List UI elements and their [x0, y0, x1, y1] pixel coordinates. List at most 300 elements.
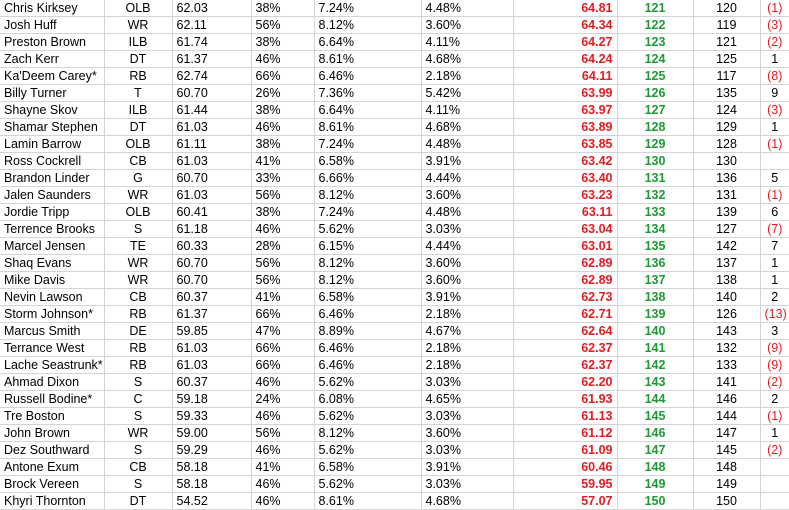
base-value-cell[interactable]: 61.03 [172, 119, 251, 136]
percent-cell[interactable]: 38% [251, 204, 314, 221]
player-name-cell[interactable]: Marcus Smith [0, 323, 104, 340]
rank-change-cell[interactable]: (1) [760, 0, 789, 17]
score-cell[interactable]: 62.89 [513, 255, 617, 272]
rank-cell[interactable]: 133 [617, 204, 693, 221]
base-value-cell[interactable]: 60.70 [172, 85, 251, 102]
rate-two-cell[interactable]: 3.60% [421, 272, 513, 289]
rank-change-cell[interactable]: (1) [760, 187, 789, 204]
score-cell[interactable]: 62.37 [513, 340, 617, 357]
player-name-cell[interactable]: Storm Johnson* [0, 306, 104, 323]
player-name-cell[interactable]: Antone Exum [0, 459, 104, 476]
rank-change-cell[interactable]: (3) [760, 17, 789, 34]
base-value-cell[interactable]: 62.74 [172, 68, 251, 85]
rate-two-cell[interactable]: 3.91% [421, 153, 513, 170]
rank-cell[interactable]: 141 [617, 340, 693, 357]
position-cell[interactable]: S [104, 408, 172, 425]
previous-rank-cell[interactable]: 147 [693, 425, 760, 442]
percent-cell[interactable]: 66% [251, 340, 314, 357]
score-cell[interactable]: 57.07 [513, 493, 617, 510]
rank-change-cell[interactable] [760, 459, 789, 476]
base-value-cell[interactable]: 58.18 [172, 476, 251, 493]
rate-two-cell[interactable]: 4.11% [421, 102, 513, 119]
player-name-cell[interactable]: Terrance West [0, 340, 104, 357]
player-name-cell[interactable]: Josh Huff [0, 17, 104, 34]
percent-cell[interactable]: 41% [251, 459, 314, 476]
percent-cell[interactable]: 56% [251, 272, 314, 289]
rate-two-cell[interactable]: 3.60% [421, 425, 513, 442]
rate-one-cell[interactable]: 8.89% [314, 323, 421, 340]
position-cell[interactable]: WR [104, 425, 172, 442]
previous-rank-cell[interactable]: 142 [693, 238, 760, 255]
player-name-cell[interactable]: Shayne Skov [0, 102, 104, 119]
rate-one-cell[interactable]: 6.46% [314, 340, 421, 357]
previous-rank-cell[interactable]: 137 [693, 255, 760, 272]
percent-cell[interactable]: 46% [251, 408, 314, 425]
rank-cell[interactable]: 146 [617, 425, 693, 442]
position-cell[interactable]: CB [104, 153, 172, 170]
score-cell[interactable]: 62.37 [513, 357, 617, 374]
score-cell[interactable]: 64.11 [513, 68, 617, 85]
position-cell[interactable]: CB [104, 459, 172, 476]
rate-two-cell[interactable]: 3.03% [421, 442, 513, 459]
base-value-cell[interactable]: 59.85 [172, 323, 251, 340]
rank-change-cell[interactable] [760, 476, 789, 493]
percent-cell[interactable]: 28% [251, 238, 314, 255]
position-cell[interactable]: DT [104, 119, 172, 136]
percent-cell[interactable]: 56% [251, 187, 314, 204]
previous-rank-cell[interactable]: 145 [693, 442, 760, 459]
score-cell[interactable]: 63.85 [513, 136, 617, 153]
rank-cell[interactable]: 135 [617, 238, 693, 255]
base-value-cell[interactable]: 61.44 [172, 102, 251, 119]
rate-two-cell[interactable]: 3.91% [421, 289, 513, 306]
position-cell[interactable]: S [104, 374, 172, 391]
rank-change-cell[interactable]: 1 [760, 51, 789, 68]
previous-rank-cell[interactable]: 126 [693, 306, 760, 323]
rate-one-cell[interactable]: 6.46% [314, 306, 421, 323]
score-cell[interactable]: 62.73 [513, 289, 617, 306]
percent-cell[interactable]: 46% [251, 51, 314, 68]
percent-cell[interactable]: 56% [251, 255, 314, 272]
previous-rank-cell[interactable]: 133 [693, 357, 760, 374]
previous-rank-cell[interactable]: 144 [693, 408, 760, 425]
player-name-cell[interactable]: Ka'Deem Carey* [0, 68, 104, 85]
rate-two-cell[interactable]: 3.03% [421, 408, 513, 425]
score-cell[interactable]: 60.46 [513, 459, 617, 476]
rate-one-cell[interactable]: 6.15% [314, 238, 421, 255]
rate-two-cell[interactable]: 2.18% [421, 68, 513, 85]
rank-change-cell[interactable]: 1 [760, 119, 789, 136]
rate-two-cell[interactable]: 4.48% [421, 204, 513, 221]
player-name-cell[interactable]: Shaq Evans [0, 255, 104, 272]
score-cell[interactable]: 64.24 [513, 51, 617, 68]
percent-cell[interactable]: 38% [251, 102, 314, 119]
rate-two-cell[interactable]: 4.67% [421, 323, 513, 340]
player-name-cell[interactable]: Preston Brown [0, 34, 104, 51]
rate-two-cell[interactable]: 3.60% [421, 17, 513, 34]
score-cell[interactable]: 64.27 [513, 34, 617, 51]
rate-two-cell[interactable]: 3.91% [421, 459, 513, 476]
position-cell[interactable]: RB [104, 68, 172, 85]
base-value-cell[interactable]: 62.11 [172, 17, 251, 34]
rank-change-cell[interactable]: (1) [760, 408, 789, 425]
base-value-cell[interactable]: 60.70 [172, 170, 251, 187]
base-value-cell[interactable]: 61.37 [172, 51, 251, 68]
rate-one-cell[interactable]: 8.12% [314, 187, 421, 204]
previous-rank-cell[interactable]: 121 [693, 34, 760, 51]
base-value-cell[interactable]: 61.37 [172, 306, 251, 323]
previous-rank-cell[interactable]: 124 [693, 102, 760, 119]
base-value-cell[interactable]: 61.03 [172, 153, 251, 170]
previous-rank-cell[interactable]: 149 [693, 476, 760, 493]
rank-cell[interactable]: 121 [617, 0, 693, 17]
rank-change-cell[interactable] [760, 153, 789, 170]
rank-change-cell[interactable] [760, 493, 789, 510]
percent-cell[interactable]: 24% [251, 391, 314, 408]
previous-rank-cell[interactable]: 150 [693, 493, 760, 510]
percent-cell[interactable]: 33% [251, 170, 314, 187]
score-cell[interactable]: 63.11 [513, 204, 617, 221]
rate-one-cell[interactable]: 5.62% [314, 221, 421, 238]
rank-change-cell[interactable]: (2) [760, 34, 789, 51]
base-value-cell[interactable]: 54.52 [172, 493, 251, 510]
previous-rank-cell[interactable]: 148 [693, 459, 760, 476]
player-name-cell[interactable]: Ross Cockrell [0, 153, 104, 170]
rate-one-cell[interactable]: 8.61% [314, 119, 421, 136]
base-value-cell[interactable]: 60.70 [172, 272, 251, 289]
score-cell[interactable]: 61.12 [513, 425, 617, 442]
player-name-cell[interactable]: Lache Seastrunk* [0, 357, 104, 374]
previous-rank-cell[interactable]: 135 [693, 85, 760, 102]
rate-one-cell[interactable]: 7.24% [314, 136, 421, 153]
player-name-cell[interactable]: Dez Southward [0, 442, 104, 459]
position-cell[interactable]: WR [104, 187, 172, 204]
percent-cell[interactable]: 56% [251, 17, 314, 34]
percent-cell[interactable]: 38% [251, 136, 314, 153]
rank-cell[interactable]: 134 [617, 221, 693, 238]
rate-one-cell[interactable]: 8.12% [314, 425, 421, 442]
previous-rank-cell[interactable]: 136 [693, 170, 760, 187]
position-cell[interactable]: CB [104, 289, 172, 306]
rank-cell[interactable]: 132 [617, 187, 693, 204]
position-cell[interactable]: DT [104, 51, 172, 68]
rank-change-cell[interactable]: 2 [760, 289, 789, 306]
player-name-cell[interactable]: Terrence Brooks [0, 221, 104, 238]
rate-one-cell[interactable]: 5.62% [314, 408, 421, 425]
rate-two-cell[interactable]: 4.65% [421, 391, 513, 408]
percent-cell[interactable]: 66% [251, 357, 314, 374]
position-cell[interactable]: TE [104, 238, 172, 255]
rate-one-cell[interactable]: 6.46% [314, 68, 421, 85]
score-cell[interactable]: 62.71 [513, 306, 617, 323]
previous-rank-cell[interactable]: 140 [693, 289, 760, 306]
previous-rank-cell[interactable]: 139 [693, 204, 760, 221]
score-cell[interactable]: 63.23 [513, 187, 617, 204]
previous-rank-cell[interactable]: 127 [693, 221, 760, 238]
rate-one-cell[interactable]: 6.66% [314, 170, 421, 187]
position-cell[interactable]: ILB [104, 34, 172, 51]
rate-two-cell[interactable]: 4.68% [421, 119, 513, 136]
base-value-cell[interactable]: 60.37 [172, 289, 251, 306]
rate-one-cell[interactable]: 6.46% [314, 357, 421, 374]
position-cell[interactable]: DE [104, 323, 172, 340]
previous-rank-cell[interactable]: 117 [693, 68, 760, 85]
rank-cell[interactable]: 125 [617, 68, 693, 85]
rank-cell[interactable]: 138 [617, 289, 693, 306]
rank-cell[interactable]: 137 [617, 272, 693, 289]
rate-one-cell[interactable]: 8.61% [314, 493, 421, 510]
rank-change-cell[interactable]: (9) [760, 357, 789, 374]
rate-one-cell[interactable]: 8.12% [314, 255, 421, 272]
percent-cell[interactable]: 41% [251, 289, 314, 306]
rate-two-cell[interactable]: 4.44% [421, 170, 513, 187]
rank-cell[interactable]: 126 [617, 85, 693, 102]
previous-rank-cell[interactable]: 119 [693, 17, 760, 34]
rate-two-cell[interactable]: 3.03% [421, 221, 513, 238]
base-value-cell[interactable]: 60.37 [172, 374, 251, 391]
player-name-cell[interactable]: Brandon Linder [0, 170, 104, 187]
base-value-cell[interactable]: 62.03 [172, 0, 251, 17]
score-cell[interactable]: 63.01 [513, 238, 617, 255]
position-cell[interactable]: C [104, 391, 172, 408]
rate-one-cell[interactable]: 5.62% [314, 476, 421, 493]
rate-two-cell[interactable]: 5.42% [421, 85, 513, 102]
rate-two-cell[interactable]: 3.60% [421, 187, 513, 204]
previous-rank-cell[interactable]: 131 [693, 187, 760, 204]
percent-cell[interactable]: 26% [251, 85, 314, 102]
percent-cell[interactable]: 46% [251, 374, 314, 391]
rate-two-cell[interactable]: 2.18% [421, 340, 513, 357]
position-cell[interactable]: ILB [104, 102, 172, 119]
rate-two-cell[interactable]: 3.03% [421, 374, 513, 391]
percent-cell[interactable]: 38% [251, 0, 314, 17]
rate-one-cell[interactable]: 5.62% [314, 374, 421, 391]
position-cell[interactable]: G [104, 170, 172, 187]
rate-one-cell[interactable]: 5.62% [314, 442, 421, 459]
rank-change-cell[interactable]: (7) [760, 221, 789, 238]
rank-cell[interactable]: 147 [617, 442, 693, 459]
previous-rank-cell[interactable]: 138 [693, 272, 760, 289]
rank-cell[interactable]: 149 [617, 476, 693, 493]
base-value-cell[interactable]: 61.03 [172, 187, 251, 204]
player-name-cell[interactable]: Nevin Lawson [0, 289, 104, 306]
rank-cell[interactable]: 123 [617, 34, 693, 51]
percent-cell[interactable]: 38% [251, 34, 314, 51]
rank-change-cell[interactable]: 7 [760, 238, 789, 255]
rank-cell[interactable]: 127 [617, 102, 693, 119]
rank-change-cell[interactable]: 5 [760, 170, 789, 187]
player-name-cell[interactable]: Khyri Thornton [0, 493, 104, 510]
rank-cell[interactable]: 148 [617, 459, 693, 476]
rank-cell[interactable]: 145 [617, 408, 693, 425]
previous-rank-cell[interactable]: 132 [693, 340, 760, 357]
position-cell[interactable]: OLB [104, 0, 172, 17]
previous-rank-cell[interactable]: 128 [693, 136, 760, 153]
player-name-cell[interactable]: Jalen Saunders [0, 187, 104, 204]
rank-cell[interactable]: 129 [617, 136, 693, 153]
score-cell[interactable]: 63.89 [513, 119, 617, 136]
rank-change-cell[interactable]: 1 [760, 272, 789, 289]
rank-cell[interactable]: 124 [617, 51, 693, 68]
player-name-cell[interactable]: Mike Davis [0, 272, 104, 289]
player-name-cell[interactable]: Shamar Stephen [0, 119, 104, 136]
score-cell[interactable]: 63.04 [513, 221, 617, 238]
position-cell[interactable]: T [104, 85, 172, 102]
position-cell[interactable]: OLB [104, 204, 172, 221]
position-cell[interactable]: S [104, 221, 172, 238]
score-cell[interactable]: 62.89 [513, 272, 617, 289]
rate-two-cell[interactable]: 4.44% [421, 238, 513, 255]
rank-cell[interactable]: 144 [617, 391, 693, 408]
score-cell[interactable]: 61.09 [513, 442, 617, 459]
score-cell[interactable]: 61.13 [513, 408, 617, 425]
previous-rank-cell[interactable]: 143 [693, 323, 760, 340]
rank-cell[interactable]: 143 [617, 374, 693, 391]
rank-change-cell[interactable]: (2) [760, 374, 789, 391]
score-cell[interactable]: 63.42 [513, 153, 617, 170]
score-cell[interactable]: 63.97 [513, 102, 617, 119]
previous-rank-cell[interactable]: 146 [693, 391, 760, 408]
rank-cell[interactable]: 142 [617, 357, 693, 374]
player-name-cell[interactable]: Lamin Barrow [0, 136, 104, 153]
rate-two-cell[interactable]: 4.48% [421, 136, 513, 153]
previous-rank-cell[interactable]: 129 [693, 119, 760, 136]
percent-cell[interactable]: 46% [251, 442, 314, 459]
percent-cell[interactable]: 46% [251, 476, 314, 493]
player-name-cell[interactable]: Chris Kirksey [0, 0, 104, 17]
rate-one-cell[interactable]: 7.24% [314, 0, 421, 17]
position-cell[interactable]: RB [104, 357, 172, 374]
player-name-cell[interactable]: Ahmad Dixon [0, 374, 104, 391]
base-value-cell[interactable]: 59.33 [172, 408, 251, 425]
position-cell[interactable]: RB [104, 340, 172, 357]
base-value-cell[interactable]: 59.18 [172, 391, 251, 408]
position-cell[interactable]: S [104, 476, 172, 493]
position-cell[interactable]: WR [104, 272, 172, 289]
percent-cell[interactable]: 66% [251, 68, 314, 85]
percent-cell[interactable]: 66% [251, 306, 314, 323]
rank-cell[interactable]: 140 [617, 323, 693, 340]
rank-cell[interactable]: 128 [617, 119, 693, 136]
player-name-cell[interactable]: Tre Boston [0, 408, 104, 425]
player-name-cell[interactable]: Marcel Jensen [0, 238, 104, 255]
rate-two-cell[interactable]: 2.18% [421, 357, 513, 374]
score-cell[interactable]: 61.93 [513, 391, 617, 408]
score-cell[interactable]: 62.20 [513, 374, 617, 391]
percent-cell[interactable]: 41% [251, 153, 314, 170]
rank-change-cell[interactable]: 9 [760, 85, 789, 102]
rank-change-cell[interactable]: 3 [760, 323, 789, 340]
rate-one-cell[interactable]: 8.61% [314, 51, 421, 68]
player-name-cell[interactable]: Russell Bodine* [0, 391, 104, 408]
base-value-cell[interactable]: 61.11 [172, 136, 251, 153]
rank-cell[interactable]: 136 [617, 255, 693, 272]
rate-one-cell[interactable]: 6.64% [314, 34, 421, 51]
previous-rank-cell[interactable]: 125 [693, 51, 760, 68]
rank-cell[interactable]: 150 [617, 493, 693, 510]
base-value-cell[interactable]: 59.29 [172, 442, 251, 459]
score-cell[interactable]: 64.34 [513, 17, 617, 34]
previous-rank-cell[interactable]: 120 [693, 0, 760, 17]
rate-one-cell[interactable]: 8.12% [314, 272, 421, 289]
rank-change-cell[interactable]: 1 [760, 255, 789, 272]
rank-change-cell[interactable]: 6 [760, 204, 789, 221]
player-name-cell[interactable]: Brock Vereen [0, 476, 104, 493]
rank-cell[interactable]: 130 [617, 153, 693, 170]
percent-cell[interactable]: 46% [251, 119, 314, 136]
rate-one-cell[interactable]: 6.58% [314, 153, 421, 170]
base-value-cell[interactable]: 61.03 [172, 340, 251, 357]
rate-two-cell[interactable]: 4.68% [421, 51, 513, 68]
rank-change-cell[interactable]: (2) [760, 442, 789, 459]
rate-two-cell[interactable]: 4.11% [421, 34, 513, 51]
rate-two-cell[interactable]: 4.48% [421, 0, 513, 17]
rank-change-cell[interactable]: 2 [760, 391, 789, 408]
position-cell[interactable]: OLB [104, 136, 172, 153]
position-cell[interactable]: RB [104, 306, 172, 323]
percent-cell[interactable]: 46% [251, 221, 314, 238]
rate-one-cell[interactable]: 6.08% [314, 391, 421, 408]
base-value-cell[interactable]: 59.00 [172, 425, 251, 442]
score-cell[interactable]: 62.64 [513, 323, 617, 340]
rank-cell[interactable]: 122 [617, 17, 693, 34]
player-name-cell[interactable]: Billy Turner [0, 85, 104, 102]
player-name-cell[interactable]: Zach Kerr [0, 51, 104, 68]
player-name-cell[interactable]: Jordie Tripp [0, 204, 104, 221]
base-value-cell[interactable]: 60.33 [172, 238, 251, 255]
score-cell[interactable]: 64.81 [513, 0, 617, 17]
score-cell[interactable]: 63.40 [513, 170, 617, 187]
rate-one-cell[interactable]: 7.24% [314, 204, 421, 221]
rank-change-cell[interactable]: 1 [760, 425, 789, 442]
rank-change-cell[interactable]: (9) [760, 340, 789, 357]
position-cell[interactable]: WR [104, 255, 172, 272]
rate-one-cell[interactable]: 6.64% [314, 102, 421, 119]
rate-one-cell[interactable]: 8.12% [314, 17, 421, 34]
rate-one-cell[interactable]: 7.36% [314, 85, 421, 102]
base-value-cell[interactable]: 61.18 [172, 221, 251, 238]
base-value-cell[interactable]: 61.03 [172, 357, 251, 374]
percent-cell[interactable]: 56% [251, 425, 314, 442]
score-cell[interactable]: 59.95 [513, 476, 617, 493]
previous-rank-cell[interactable]: 130 [693, 153, 760, 170]
rank-change-cell[interactable]: (1) [760, 136, 789, 153]
rate-two-cell[interactable]: 4.68% [421, 493, 513, 510]
percent-cell[interactable]: 46% [251, 493, 314, 510]
percent-cell[interactable]: 47% [251, 323, 314, 340]
base-value-cell[interactable]: 60.41 [172, 204, 251, 221]
rank-change-cell[interactable]: (3) [760, 102, 789, 119]
score-cell[interactable]: 63.99 [513, 85, 617, 102]
base-value-cell[interactable]: 61.74 [172, 34, 251, 51]
rate-one-cell[interactable]: 6.58% [314, 459, 421, 476]
position-cell[interactable]: S [104, 442, 172, 459]
position-cell[interactable]: DT [104, 493, 172, 510]
player-name-cell[interactable]: John Brown [0, 425, 104, 442]
base-value-cell[interactable]: 60.70 [172, 255, 251, 272]
rank-cell[interactable]: 139 [617, 306, 693, 323]
rank-cell[interactable]: 131 [617, 170, 693, 187]
previous-rank-cell[interactable]: 141 [693, 374, 760, 391]
rate-two-cell[interactable]: 3.60% [421, 255, 513, 272]
rate-two-cell[interactable]: 2.18% [421, 306, 513, 323]
rank-change-cell[interactable]: (8) [760, 68, 789, 85]
position-cell[interactable]: WR [104, 17, 172, 34]
base-value-cell[interactable]: 58.18 [172, 459, 251, 476]
rank-change-cell[interactable]: (13) [760, 306, 789, 323]
rate-two-cell[interactable]: 3.03% [421, 476, 513, 493]
rate-one-cell[interactable]: 6.58% [314, 289, 421, 306]
